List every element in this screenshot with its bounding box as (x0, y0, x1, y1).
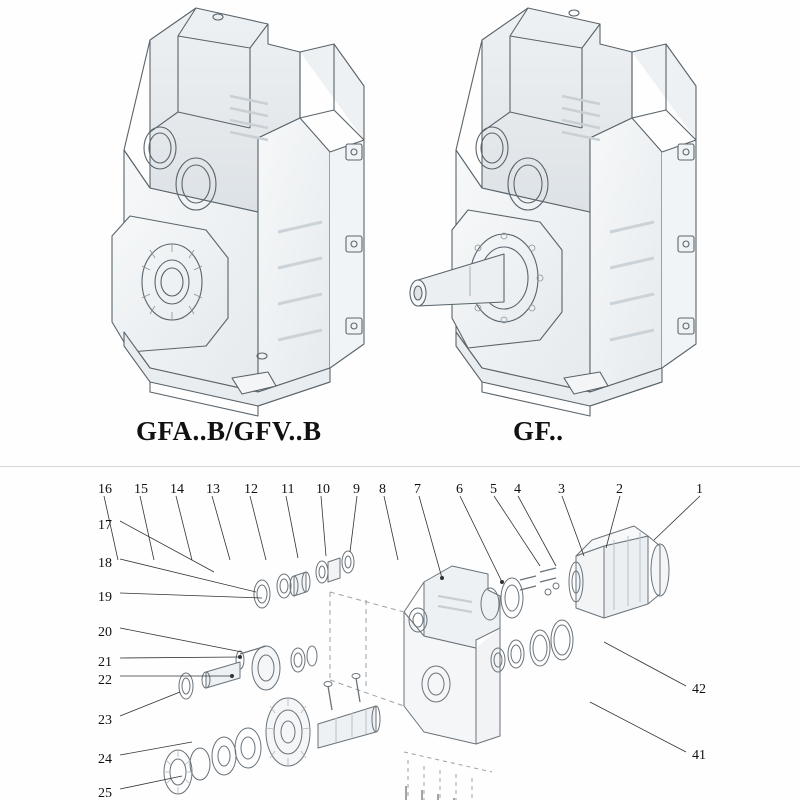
output-gear-and-shaft-part (164, 674, 380, 795)
callout-number-16: 16 (98, 482, 112, 497)
callout-number-20: 20 (98, 625, 112, 640)
caption-gfa-b-gfv-b: GFA..B/GFV..B (136, 416, 322, 446)
section-divider (0, 466, 800, 467)
callout-number-21: 21 (98, 655, 112, 670)
callout-number-41: 41 (692, 748, 706, 763)
gearbox-view-left (112, 8, 364, 416)
callout-number-10: 10 (316, 482, 330, 497)
gearbox-view-right (410, 8, 696, 416)
callout-number-8: 8 (379, 482, 386, 497)
caption-gf: GF.. (513, 416, 564, 446)
callout-number-25: 25 (98, 786, 112, 801)
fastener-parts (520, 568, 559, 595)
callout-number-12: 12 (244, 482, 258, 497)
callout-number-2: 2 (616, 482, 623, 497)
input-shaft-and-gear-part (179, 646, 317, 699)
callout-number-18: 18 (98, 556, 112, 571)
callout-number-7: 7 (414, 482, 421, 497)
callout-number-14: 14 (170, 482, 184, 497)
callout-number-24: 24 (98, 752, 112, 767)
callout-number-17: 17 (98, 518, 112, 533)
callout-number-13: 13 (206, 482, 220, 497)
callout-number-19: 19 (98, 590, 112, 605)
callout-number-42: 42 (692, 682, 706, 697)
callout-number-6: 6 (456, 482, 463, 497)
exploded-assembly-diagram (104, 496, 700, 800)
callout-number-5: 5 (490, 482, 497, 497)
callout-number-11: 11 (281, 482, 295, 497)
bottom-fastener-parts (406, 786, 454, 800)
upper-left-small-parts (254, 551, 354, 608)
callout-number-3: 3 (558, 482, 565, 497)
callout-number-9: 9 (353, 482, 360, 497)
callout-number-1: 1 (696, 482, 703, 497)
assembly-guide-lines (404, 752, 492, 800)
callout-number-4: 4 (514, 482, 521, 497)
callout-number-15: 15 (134, 482, 148, 497)
callout-number-23: 23 (98, 713, 112, 728)
callout-number-22: 22 (98, 673, 112, 688)
